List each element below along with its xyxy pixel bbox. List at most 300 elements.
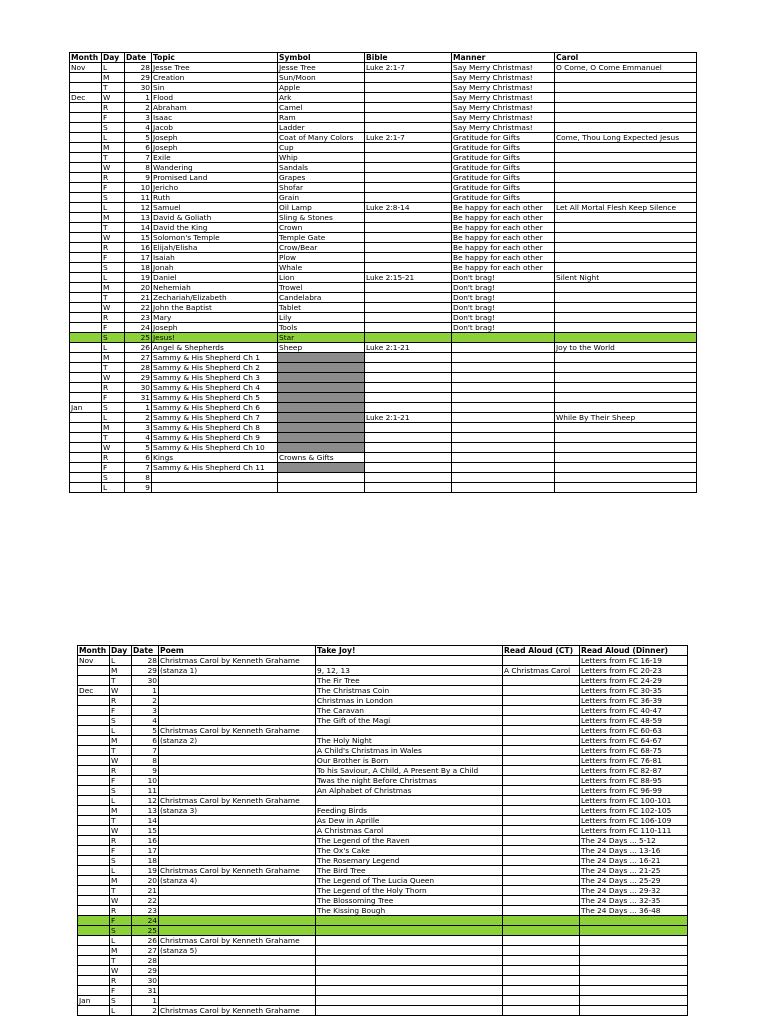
carol-cell [555, 453, 697, 463]
bible-cell [365, 303, 452, 313]
col-header-day: Day [102, 53, 125, 63]
manner-cell [452, 483, 555, 493]
date-cell: 8 [125, 473, 152, 483]
take-joy-cell: Feeding Birds [316, 806, 503, 816]
poem-cell [159, 756, 316, 766]
table-row [78, 726, 688, 736]
day-cell: R [110, 696, 132, 706]
bible-cell: Luke 2:1-7 [365, 133, 452, 143]
topic-cell: Jonah [152, 263, 278, 273]
month-cell [78, 806, 110, 816]
read-aloud-dinner-cell: The 24 Days ... 32-35 [580, 896, 688, 906]
month-cell [70, 443, 102, 453]
topic-cell: Solomon's Temple [152, 233, 278, 243]
manner-cell: Say Merry Christmas! [452, 113, 555, 123]
table-row [78, 886, 688, 896]
date-cell: 20 [132, 876, 159, 886]
poem-cell [159, 686, 316, 696]
col-header-take-joy: Take Joy! [316, 646, 503, 656]
month-cell [78, 756, 110, 766]
read-aloud-ct-cell [503, 816, 580, 826]
date-cell: 17 [132, 846, 159, 856]
date-cell: 15 [132, 826, 159, 836]
day-cell: W [110, 896, 132, 906]
manner-cell: Say Merry Christmas! [452, 73, 555, 83]
bible-cell [365, 463, 452, 473]
carol-cell [555, 213, 697, 223]
table-row [78, 786, 688, 796]
month-cell [70, 393, 102, 403]
bible-cell [365, 473, 452, 483]
table-row [70, 383, 697, 393]
date-cell: 6 [132, 736, 159, 746]
read-aloud-dinner-cell [580, 1006, 688, 1016]
date-cell: 29 [132, 666, 159, 676]
date-cell: 16 [125, 243, 152, 253]
day-cell: M [102, 73, 125, 83]
carol-cell [555, 443, 697, 453]
month-cell [70, 483, 102, 493]
manner-cell [452, 453, 555, 463]
manner-cell: Gratitude for Gifts [452, 193, 555, 203]
date-cell: 13 [132, 806, 159, 816]
month-cell [70, 203, 102, 213]
read-aloud-ct-cell [503, 926, 580, 936]
day-cell: L [102, 343, 125, 353]
symbol-cell [278, 363, 365, 373]
carol-cell [555, 433, 697, 443]
day-cell: L [110, 1006, 132, 1016]
date-cell: 21 [125, 293, 152, 303]
take-joy-cell: The Kissing Bough [316, 906, 503, 916]
month-cell [70, 333, 102, 343]
carol-cell [555, 473, 697, 483]
date-cell: 26 [125, 343, 152, 353]
read-aloud-ct-cell [503, 676, 580, 686]
date-cell: 2 [125, 103, 152, 113]
topic-cell: Nehemiah [152, 283, 278, 293]
topic-cell: Sammy & His Shepherd Ch 11 [152, 463, 278, 473]
poem-cell: (stanza 5) [159, 946, 316, 956]
month-cell [70, 343, 102, 353]
read-aloud-ct-cell [503, 866, 580, 876]
month-cell [70, 283, 102, 293]
date-cell: 29 [132, 966, 159, 976]
symbol-cell: Sheep [278, 343, 365, 353]
month-cell [78, 676, 110, 686]
carol-cell [555, 253, 697, 263]
carol-cell [555, 243, 697, 253]
day-cell: M [102, 423, 125, 433]
poem-cell [159, 856, 316, 866]
table-row [70, 313, 697, 323]
month-cell [78, 976, 110, 986]
read-aloud-ct-cell [503, 706, 580, 716]
month-cell: Jan [78, 996, 110, 1006]
day-cell: S [102, 473, 125, 483]
manner-cell: Gratitude for Gifts [452, 133, 555, 143]
symbol-cell: Apple [278, 83, 365, 93]
symbol-cell [278, 393, 365, 403]
header-row [78, 646, 688, 656]
table-row [70, 403, 697, 413]
date-cell: 3 [125, 423, 152, 433]
month-cell [70, 383, 102, 393]
read-aloud-ct-cell [503, 966, 580, 976]
carol-cell [555, 313, 697, 323]
table-row [70, 483, 697, 493]
carol-cell [555, 263, 697, 273]
month-cell [70, 273, 102, 283]
manner-cell [452, 383, 555, 393]
month-cell [70, 183, 102, 193]
topic-cell: Jacob [152, 123, 278, 133]
table-row [70, 243, 697, 253]
poem-cell: (stanza 4) [159, 876, 316, 886]
date-cell: 3 [132, 706, 159, 716]
topic-cell: Ruth [152, 193, 278, 203]
month-cell [78, 946, 110, 956]
symbol-cell: Ark [278, 93, 365, 103]
col-header-poem: Poem [159, 646, 316, 656]
table-row [78, 676, 688, 686]
day-cell: W [102, 93, 125, 103]
take-joy-cell: The Bird Tree [316, 866, 503, 876]
day-cell: L [102, 203, 125, 213]
carol-cell [555, 283, 697, 293]
symbol-cell: Jesse Tree [278, 63, 365, 73]
bible-cell [365, 103, 452, 113]
bible-cell [365, 263, 452, 273]
topic-cell: Jericho [152, 183, 278, 193]
bible-cell [365, 373, 452, 383]
symbol-cell: Grapes [278, 173, 365, 183]
read-aloud-ct-cell [503, 756, 580, 766]
day-cell: F [110, 986, 132, 996]
bible-cell [365, 353, 452, 363]
manner-cell: Don't brag! [452, 273, 555, 283]
read-aloud-ct-cell [503, 776, 580, 786]
symbol-cell: Crown [278, 223, 365, 233]
table-row [78, 846, 688, 856]
month-cell [78, 916, 110, 926]
carol-cell: Let All Mortal Flesh Keep Silence [555, 203, 697, 213]
month-cell [78, 816, 110, 826]
month-cell: Nov [78, 656, 110, 666]
day-cell: T [102, 223, 125, 233]
date-cell: 4 [132, 716, 159, 726]
date-cell: 30 [132, 976, 159, 986]
day-cell: R [102, 383, 125, 393]
bible-cell [365, 433, 452, 443]
table-row [70, 363, 697, 373]
table-row [78, 976, 688, 986]
read-aloud-dinner-cell: Letters from FC 82-87 [580, 766, 688, 776]
table-row [70, 353, 697, 363]
bible-cell [365, 163, 452, 173]
month-cell [70, 233, 102, 243]
symbol-cell: Lily [278, 313, 365, 323]
bible-cell [365, 383, 452, 393]
poem-cell [159, 976, 316, 986]
table-row [78, 716, 688, 726]
day-cell: W [102, 443, 125, 453]
carol-cell [555, 423, 697, 433]
date-cell: 28 [132, 656, 159, 666]
poem-cell: Christmas Carol by Kenneth Grahame [159, 796, 316, 806]
manner-cell [452, 423, 555, 433]
poem-cell [159, 706, 316, 716]
day-cell: M [110, 666, 132, 676]
date-cell: 2 [132, 696, 159, 706]
topic-cell: Sammy & His Shepherd Ch 3 [152, 373, 278, 383]
read-aloud-dinner-cell: Letters from FC 60-63 [580, 726, 688, 736]
symbol-cell: Star [278, 333, 365, 343]
day-cell: M [102, 143, 125, 153]
date-cell: 19 [125, 273, 152, 283]
manner-cell: Gratitude for Gifts [452, 183, 555, 193]
read-aloud-dinner-cell: Letters from FC 36-39 [580, 696, 688, 706]
carol-cell: Joy to the World [555, 343, 697, 353]
table-row [70, 343, 697, 353]
bible-cell [365, 443, 452, 453]
col-header-manner: Manner [452, 53, 555, 63]
day-cell: R [110, 836, 132, 846]
poem-cell [159, 926, 316, 936]
table-row [78, 876, 688, 886]
table-row [78, 766, 688, 776]
take-joy-cell [316, 796, 503, 806]
day-cell: S [110, 786, 132, 796]
symbol-cell [278, 353, 365, 363]
read-aloud-dinner-cell: The 24 Days ... 5-12 [580, 836, 688, 846]
take-joy-cell: The Blossoming Tree [316, 896, 503, 906]
poem-cell [159, 826, 316, 836]
read-aloud-dinner-cell: Letters from FC 48-59 [580, 716, 688, 726]
day-cell: M [102, 283, 125, 293]
table-row [78, 666, 688, 676]
month-cell [70, 323, 102, 333]
carol-cell: While By Their Sheep [555, 413, 697, 423]
table-row [70, 443, 697, 453]
read-aloud-ct-cell [503, 736, 580, 746]
manner-cell: Don't brag! [452, 323, 555, 333]
date-cell: 22 [132, 896, 159, 906]
date-cell: 8 [125, 163, 152, 173]
carol-cell [555, 353, 697, 363]
take-joy-cell [316, 916, 503, 926]
month-cell: Nov [70, 63, 102, 73]
day-cell: R [102, 313, 125, 323]
col-header-month: Month [70, 53, 102, 63]
month-cell [70, 123, 102, 133]
month-cell [78, 1006, 110, 1016]
read-aloud-ct-cell [503, 696, 580, 706]
symbol-cell: Camel [278, 103, 365, 113]
day-cell: T [102, 83, 125, 93]
topic-cell [152, 473, 278, 483]
manner-cell [452, 373, 555, 383]
month-cell [78, 836, 110, 846]
manner-cell: Be happy for each other [452, 203, 555, 213]
poem-cell [159, 886, 316, 896]
poem-cell: Christmas Carol by Kenneth Grahame [159, 936, 316, 946]
day-cell: W [110, 826, 132, 836]
read-aloud-ct-cell [503, 716, 580, 726]
day-cell: R [102, 453, 125, 463]
day-cell: W [102, 373, 125, 383]
topic-cell: Flood [152, 93, 278, 103]
month-cell [70, 293, 102, 303]
day-cell: R [102, 103, 125, 113]
take-joy-cell: 9, 12, 13 [316, 666, 503, 676]
col-header-carol: Carol [555, 53, 697, 63]
date-cell: 1 [132, 686, 159, 696]
bible-cell [365, 313, 452, 323]
topic-cell: Sammy & His Shepherd Ch 7 [152, 413, 278, 423]
day-cell: T [102, 293, 125, 303]
month-cell [78, 716, 110, 726]
date-cell: 27 [132, 946, 159, 956]
date-cell: 3 [125, 113, 152, 123]
date-cell: 24 [125, 323, 152, 333]
table-row [70, 153, 697, 163]
manner-cell: Gratitude for Gifts [452, 153, 555, 163]
table-row [78, 736, 688, 746]
date-cell: 14 [125, 223, 152, 233]
day-cell: L [102, 413, 125, 423]
date-cell: 12 [125, 203, 152, 213]
carol-cell [555, 183, 697, 193]
bible-cell: Luke 2:1-7 [365, 63, 452, 73]
topic-cell: Isaac [152, 113, 278, 123]
day-cell: L [102, 273, 125, 283]
table-row [70, 203, 697, 213]
bible-cell [365, 83, 452, 93]
topic-cell: John the Baptist [152, 303, 278, 313]
symbol-cell [278, 473, 365, 483]
date-cell: 4 [125, 433, 152, 443]
manner-cell: Be happy for each other [452, 243, 555, 253]
day-cell: M [110, 876, 132, 886]
read-aloud-ct-cell [503, 1006, 580, 1016]
day-cell: T [110, 816, 132, 826]
table-row [70, 253, 697, 263]
bible-cell: Luke 2:8-14 [365, 203, 452, 213]
take-joy-cell [316, 936, 503, 946]
read-aloud-ct-cell [503, 956, 580, 966]
table-row [78, 746, 688, 756]
table-row [78, 986, 688, 996]
col-header-date: Date [132, 646, 159, 656]
month-cell [70, 253, 102, 263]
carol-cell: O Come, O Come Emmanuel [555, 63, 697, 73]
month-cell [70, 163, 102, 173]
topic-cell: Mary [152, 313, 278, 323]
date-cell: 30 [132, 676, 159, 686]
reading-rows [78, 656, 688, 1016]
symbol-cell: Crowns & Gifts [278, 453, 365, 463]
topic-cell: Wandering [152, 163, 278, 173]
topic-cell: Jesse Tree [152, 63, 278, 73]
table-row [70, 433, 697, 443]
poem-cell [159, 996, 316, 1006]
day-cell: L [110, 656, 132, 666]
month-cell [78, 876, 110, 886]
read-aloud-dinner-cell [580, 956, 688, 966]
table-row [78, 996, 688, 1006]
month-cell [70, 193, 102, 203]
poem-cell [159, 896, 316, 906]
month-cell [70, 83, 102, 93]
day-cell: F [110, 916, 132, 926]
date-cell: 28 [125, 363, 152, 373]
day-cell: S [102, 123, 125, 133]
table-row [70, 373, 697, 383]
month-cell [78, 986, 110, 996]
symbol-cell: Sandals [278, 163, 365, 173]
month-cell [70, 263, 102, 273]
read-aloud-dinner-cell: Letters from FC 40-47 [580, 706, 688, 716]
col-header-read-aloud-dinner: Read Aloud (Dinner) [580, 646, 688, 656]
topic-cell: Promised Land [152, 173, 278, 183]
read-aloud-ct-cell: A Christmas Carol [503, 666, 580, 676]
read-aloud-dinner-cell: The 24 Days ... 25-29 [580, 876, 688, 886]
date-cell: 6 [125, 453, 152, 463]
day-cell: F [102, 253, 125, 263]
month-cell [78, 826, 110, 836]
bible-cell [365, 293, 452, 303]
day-cell: T [110, 676, 132, 686]
bible-cell [365, 183, 452, 193]
date-cell: 9 [125, 483, 152, 493]
date-cell: 21 [132, 886, 159, 896]
take-joy-cell: The Ox's Cake [316, 846, 503, 856]
manner-cell: Gratitude for Gifts [452, 163, 555, 173]
table-row [70, 263, 697, 273]
read-aloud-dinner-cell: The 24 Days ... 13-16 [580, 846, 688, 856]
month-cell [70, 413, 102, 423]
date-cell: 27 [125, 353, 152, 363]
take-joy-cell [316, 976, 503, 986]
day-cell: L [110, 866, 132, 876]
poem-cell: Christmas Carol by Kenneth Grahame [159, 1006, 316, 1016]
date-cell: 1 [125, 403, 152, 413]
symbol-cell [278, 483, 365, 493]
symbol-cell: Temple Gate [278, 233, 365, 243]
col-header-month: Month [78, 646, 110, 656]
col-header-date: Date [125, 53, 152, 63]
take-joy-cell [316, 726, 503, 736]
carol-cell [555, 193, 697, 203]
date-cell: 4 [125, 123, 152, 133]
carol-cell [555, 393, 697, 403]
symbol-cell: Trowel [278, 283, 365, 293]
bible-cell: Luke 2:15-21 [365, 273, 452, 283]
bible-cell [365, 453, 452, 463]
day-cell: F [110, 846, 132, 856]
poem-cell [159, 906, 316, 916]
date-cell: 28 [132, 956, 159, 966]
read-aloud-ct-cell [503, 986, 580, 996]
day-cell: M [110, 736, 132, 746]
topic-cell: Sammy & His Shepherd Ch 9 [152, 433, 278, 443]
month-cell [70, 143, 102, 153]
topic-cell: David & Goliath [152, 213, 278, 223]
take-joy-cell: The Holy Night [316, 736, 503, 746]
symbol-cell: Tablet [278, 303, 365, 313]
read-aloud-dinner-cell: Letters from FC 16-19 [580, 656, 688, 666]
